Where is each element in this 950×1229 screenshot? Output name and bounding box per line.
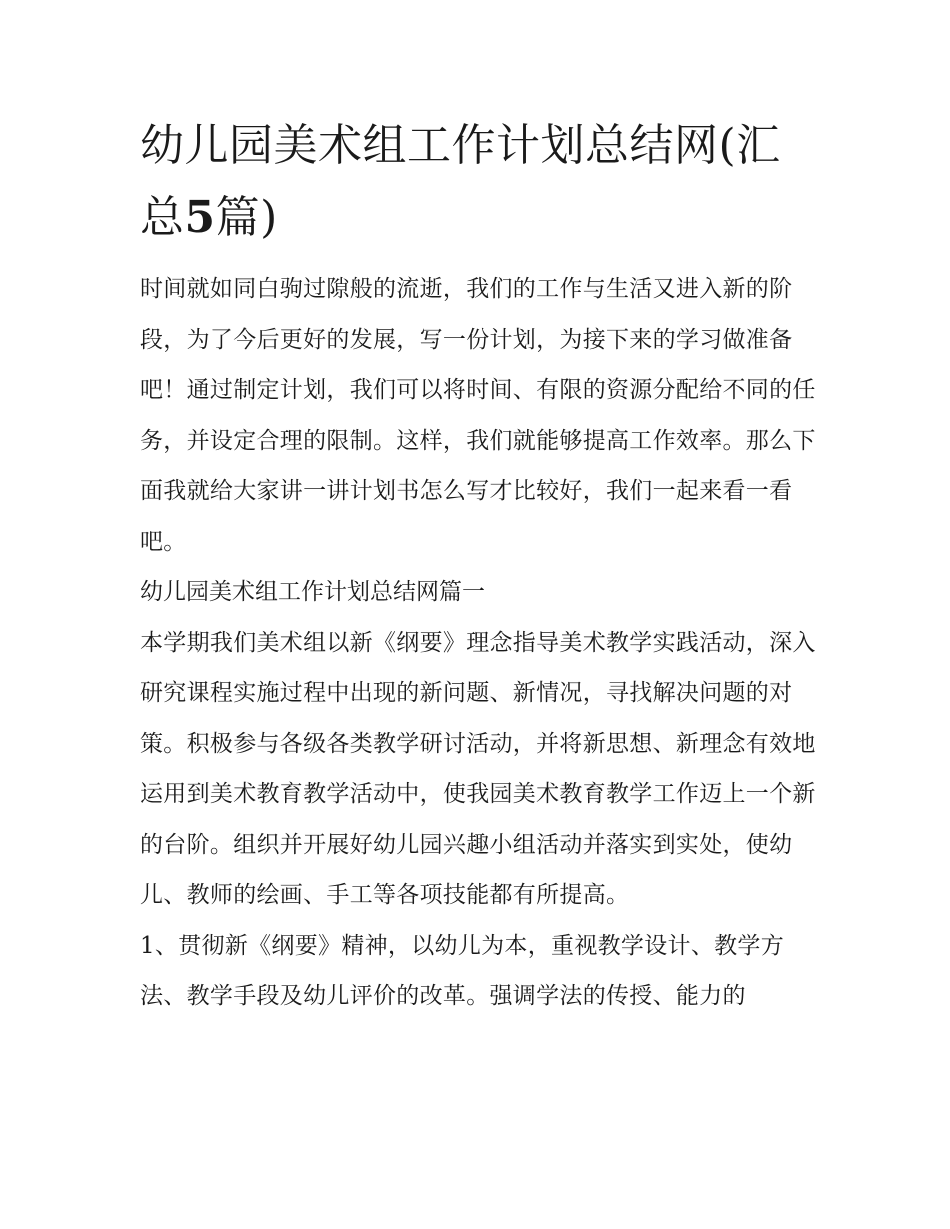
title-number: 5: [184, 192, 216, 243]
list-item-1: 1、贯彻新《纲要》精神，以幼儿为本，重视教学设计、教学方法、教学手段及幼儿评价的改革。强调学法的传授、能力的: [140, 932, 785, 1009]
section-heading: 幼儿园美术组工作计划总结网篇一: [140, 579, 485, 605]
section-paragraph: 本学期我们美术组以新《纲要》理念指导美术教学实践活动，深入研究课程实施过程中出现的新问题、新情况，寻找解决问题的对策。积极参与各级各类教学研讨活动，并将新思想、新理念有效地运用到美术教育教学活动中，使我园美术教育教学工作迈上一个新的台阶。组织并开展好幼儿园兴趣小组活动并落实到实处，使幼儿、教师的绘画、手工等各项技能都有所提高。: [140, 629, 816, 908]
title-prefix: 幼儿园美术组工作计划总结网(汇总: [140, 120, 781, 243]
intro-paragraph: 时间就如同白驹过隙般的流逝，我们的工作与生活又进入新的阶段，为了今后更好的发展，写一份计划，为接下来的学习做准备吧！通过制定计划，我们可以将时间、有限的资源分配给不同的任务，并设定合理的限制。这样，我们就能够提高工作效率。那么下面我就给大家讲一讲计划书怎么写才比较好，我们一起来看一看吧。: [140, 276, 816, 555]
document-page: [140, 110, 820, 1022]
title-suffix: 篇): [215, 192, 278, 243]
document-title: [140, 110, 820, 254]
